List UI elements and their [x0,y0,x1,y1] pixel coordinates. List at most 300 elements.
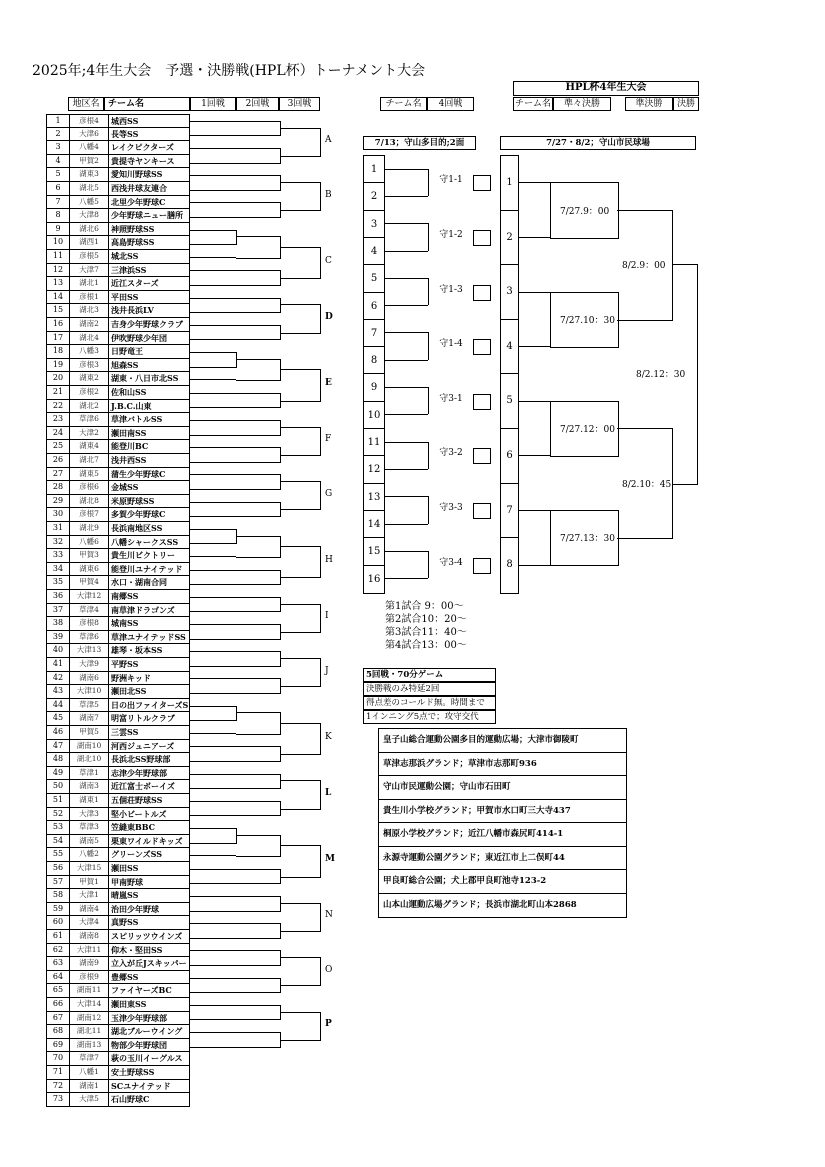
team-name: 南郷SS [111,591,139,601]
team-name: 近江富士ボーイズ [111,781,175,792]
team-district: 湖南2 [70,318,109,331]
team-row [46,440,190,454]
team-name: 瀬田東SS [111,999,147,1009]
team-district: 彦根4 [70,115,109,127]
group-label: D [325,312,333,322]
team-number: 19 [47,359,70,372]
bracket-line [383,251,428,252]
game-time-2: 第2試合10：20〜 [385,614,467,625]
bracket-line [190,678,281,694]
group-label: G [325,488,333,499]
header-final: 決勝 [673,97,699,111]
team-district: 湖北9 [70,522,109,535]
round4-slot: 10 [363,401,385,430]
team-row [46,658,190,672]
round4-match: 守1-4 [431,338,471,354]
team-row [46,1066,190,1080]
team-row [46,848,190,862]
bracket-line [617,428,673,539]
bracket-line [190,950,281,966]
team-name: 瀬田南SS [111,427,147,438]
venue-1: 皇子山総合運動公園多目的運動広場；大津市御陵町 [379,729,626,753]
team-district: 湖北8 [70,495,109,508]
team-number: 47 [47,740,70,753]
team-district: 湖南11 [70,984,109,997]
bracket-line [428,278,429,305]
team-number: 71 [47,1066,70,1079]
team-row [46,291,190,305]
rule-3: 得点差のコールド無。時間まで [363,696,496,710]
team-row [46,971,190,985]
team-number: 69 [47,1039,70,1052]
team-row [46,740,190,754]
team-row [46,1093,190,1107]
team-row [46,998,190,1012]
bracket-line [190,121,281,137]
group-label: E [325,378,332,389]
bracket-line [190,896,281,912]
round4-slot: 6 [363,292,385,321]
team-row [46,672,190,686]
bracket-line [517,455,550,456]
team-number: 13 [47,277,70,290]
bracket-line [280,903,321,932]
bracket-line [190,202,281,218]
team-name: 真野SS [111,917,139,928]
team-row [46,454,190,468]
team-name: 日の出ファイターズS [111,699,189,710]
bracket-line [550,401,619,458]
quarterfinal-slot: 2 [500,210,519,267]
header-quarterfinal: 準々決勝 [553,97,611,111]
bracket-line [190,1005,281,1021]
team-row [46,930,190,944]
team-row [46,536,190,550]
venue-2: 草津志那浜グランド；草津市志那町936 [379,753,626,777]
team-name: 草津バトルSS [111,414,163,425]
team-district: 八幡2 [70,848,109,861]
team-district: 彦根5 [70,250,109,263]
team-name: 能登川BC [111,441,149,452]
team-name: 水口・湖南合同 [111,577,167,588]
team-district: 湖南7 [70,712,109,725]
team-number: 34 [47,563,70,576]
bracket-line [190,529,237,545]
team-number: 61 [47,930,70,943]
team-name: 西浅井球友連合 [111,183,167,193]
team-district: 大津9 [70,658,109,671]
team-number: 9 [47,223,70,236]
round4-slot: 5 [363,264,385,293]
team-name: 瀬田SS [111,863,139,873]
team-district: 彦根6 [70,481,109,494]
page-title: 2025年;4年生大会 予選・決勝戦(HPL杯）トーナメント大会 [32,63,426,79]
team-name: 河西ジュニアーズ [111,740,175,751]
team-district: 湖東4 [70,440,109,453]
rules-box [363,668,496,725]
team-row [46,889,190,903]
bracket-line [383,305,428,306]
team-name: 近江スターズ [111,278,159,289]
team-district: 草津4 [70,604,109,617]
bracket-line [280,128,321,157]
bracket-line [383,169,428,170]
team-district: 草津6 [70,631,109,644]
team-row [46,726,190,740]
bracket-line [190,801,281,817]
team-district: 大津4 [70,916,109,929]
team-row [46,522,190,536]
team-number: 49 [47,767,70,780]
team-name: 浅井西SS [111,455,147,465]
team-number: 40 [47,644,70,657]
team-row [46,223,190,237]
round4-slot: 8 [363,346,385,375]
finals-header: 7/27・8/2；守山市民球場 [500,136,696,150]
team-number: 72 [47,1080,70,1093]
quarterfinal-slot: 5 [500,373,519,430]
team-name: 南草津ドラゴンズ [111,604,175,615]
team-number: 12 [47,264,70,277]
bracket-line [280,427,321,456]
bracket-line [517,401,550,402]
team-row [46,468,190,482]
round4-match: 守3-3 [431,502,471,518]
team-number: 8 [47,209,70,222]
team-name: 貴生川ビクトリー [111,550,175,561]
bracket-line [190,325,281,341]
team-district: 甲賀5 [70,726,109,739]
team-number: 62 [47,944,70,957]
team-name: 晴嵐SS [111,890,139,901]
venue-8: 山本山運動広場グランド；長浜市湖北町山本2868 [383,899,577,910]
header-round3: 3回戦 [279,97,320,111]
bracket-line [517,182,550,183]
team-row [46,631,190,645]
team-row [46,753,190,767]
team-number: 29 [47,495,70,508]
team-name: 安土野球SS [111,1067,155,1077]
round4-slot: 15 [363,537,385,566]
team-name: 五個荘野球SS [111,795,163,805]
bracket-line [190,393,281,409]
team-name: 能登川ユナイテッド [111,563,183,574]
team-district: 草津1 [70,767,109,780]
bracket-line [383,196,428,197]
round4-match: 守3-4 [431,557,471,573]
round4-slot: 2 [363,182,385,211]
bracket-line [383,414,428,415]
round4-match: 守1-1 [431,174,471,190]
team-district: 八幡5 [70,196,109,209]
group-label: B [325,189,332,200]
team-number: 43 [47,685,70,698]
team-number: 73 [47,1093,70,1106]
team-number: 31 [47,522,70,535]
bracket-line [428,387,429,414]
team-name: 堅小ビートルズ [111,808,167,819]
bracket-line [383,551,428,552]
team-number: 54 [47,835,70,848]
rule-4: 1インニング5点で；攻守交代 [363,710,496,724]
round4-slot: 12 [363,455,385,484]
team-name: 三津浜SS [111,264,147,275]
team-number: 1 [47,115,70,127]
team-district: 八幡6 [70,536,109,549]
team-district: 湖東5 [70,468,109,481]
team-row [46,699,190,713]
header-round2: 2回戦 [236,97,279,111]
game-time-1: 第1試合 9：00〜 [385,601,464,612]
team-number: 46 [47,726,70,739]
venue-5: 桐原小学校グランド；近江八幡市森尻町414-1 [379,823,626,847]
team-district: 大津5 [70,1093,109,1106]
bracket-line [550,292,619,349]
bracket-line [190,733,236,734]
team-number: 63 [47,957,70,970]
team-number: 70 [47,1052,70,1065]
team-number: 10 [47,236,70,249]
team-district: 彦根2 [70,386,109,399]
team-district: 湖北1 [70,277,109,290]
team-number: 60 [47,916,70,929]
team-number: 51 [47,794,70,807]
team-district: 大津7 [70,264,109,277]
team-row [46,576,190,590]
group-label: L [325,788,332,798]
team-name: 城北SS [111,251,139,261]
round4-header: 7/13；守山多目的;2面 [363,136,476,150]
team-row [46,236,190,250]
team-row [46,604,190,618]
round4-winner-box [473,558,491,574]
team-row [46,984,190,998]
header-district: 地区名 [68,97,104,111]
team-district: 草津5 [70,699,109,712]
header-round4: 4回戦 [427,97,474,111]
bracket-line [190,420,281,436]
team-number: 4 [47,155,70,168]
team-name: 伊吹野球少年団 [111,332,167,343]
group-label: J [325,665,329,676]
quarterfinal-slot: 8 [500,537,519,594]
team-name: 蒲生少年野球C [111,468,166,479]
bracket-line [672,264,698,484]
team-row [46,712,190,726]
team-name: 浅井長浜LV [111,305,154,316]
header-team: チーム名 [104,97,190,111]
bracket-line [517,292,550,293]
bracket-line [190,502,281,518]
team-number: 41 [47,658,70,671]
bracket-line [428,496,429,523]
round4-slot: 13 [363,483,385,512]
venue-list [378,728,627,918]
team-district: 大津14 [70,998,109,1011]
group-label: F [325,434,332,445]
team-row [46,359,190,373]
team-number: 5 [47,168,70,181]
team-name: 志津少年野球部 [111,767,167,778]
team-district: 湖南1 [70,1080,109,1093]
team-number: 21 [47,386,70,399]
team-number: 30 [47,508,70,521]
venue-6: 永源寺運動公園グランド；東近江市上二俣町44 [379,847,626,871]
team-number: 18 [47,345,70,358]
team-number: 55 [47,848,70,861]
team-district: 湖南12 [70,1012,109,1025]
team-name: 萩の玉川イーグルス [111,1053,183,1064]
bracket-line [190,869,281,885]
team-name: 米原野球SS [111,495,155,506]
team-number: 6 [47,182,70,195]
team-number: 17 [47,332,70,345]
team-district: 八幡3 [70,345,109,358]
team-name: 城南SS [111,618,139,629]
round4-slot: 7 [363,319,385,348]
team-number: 24 [47,427,70,440]
team-row [46,1039,190,1053]
team-district: 湖西1 [70,236,109,249]
group-label: M [325,854,335,865]
team-district: 湖東3 [70,168,109,181]
team-district: 湖南10 [70,740,109,753]
team-row [46,427,190,441]
team-number: 2 [47,128,70,141]
team-row [46,386,190,400]
team-district: 湖北3 [70,304,109,317]
bracket-line [190,379,236,380]
bracket-line [190,270,281,286]
team-district: 湖北7 [70,454,109,467]
bracket-line [190,651,281,667]
bracket-line [383,578,428,579]
bracket-line [428,223,429,250]
team-name: 高島野球SS [111,237,155,248]
group-label: P [325,1019,332,1030]
final-time: 8/2.12：30 [636,370,686,381]
bracket-line [383,442,428,443]
bracket-line [383,496,428,497]
team-number: 67 [47,1012,70,1025]
team-district: 湖北6 [70,223,109,236]
team-name: 明富リトルクラブ [111,713,175,724]
team-number: 3 [47,141,70,154]
bracket-line [383,387,428,388]
quarterfinal-slot: 3 [500,264,519,321]
team-district: 大津2 [70,427,109,440]
team-district: 湖南3 [70,780,109,793]
team-district: 甲賀2 [70,155,109,168]
team-number: 45 [47,712,70,725]
team-name: 雄琴・坂本SS [111,645,163,656]
team-number: 65 [47,984,70,997]
semifinal-time: 8/2.10：45 [622,479,672,490]
team-district: 彦根8 [70,617,109,630]
bracket-line [190,447,281,463]
team-name: 甲南野球 [111,876,143,887]
bracket-line [190,352,237,368]
team-name: 石山野球C [111,1094,150,1105]
bracket-line [428,551,429,578]
bracket-line [190,706,237,722]
quarterfinal-slot: 4 [500,319,519,376]
team-row [46,264,190,278]
team-row [46,644,190,658]
team-row [46,413,190,427]
bracket-line [428,442,429,469]
team-district: 彦根1 [70,291,109,304]
team-row [46,114,190,128]
bracket-line [383,360,428,361]
team-district: 彦根7 [70,508,109,521]
team-district: 大津13 [70,644,109,657]
team-row [46,304,190,318]
bracket-line [190,148,281,164]
header-round1: 1回戦 [190,97,236,111]
bracket-line [383,524,428,525]
bracket-line [236,359,281,381]
team-number: 53 [47,821,70,834]
team-name: グリーンズSS [111,849,162,860]
bracket-line [190,474,281,490]
team-name: 栗東ワイルドキッズ [111,835,183,846]
team-name: SCユナイテッド [111,1080,171,1091]
team-name: 平田SS [111,291,139,302]
team-district: 彦根3 [70,359,109,372]
bracket-line [280,304,321,333]
bracket-line [190,298,281,314]
round4-slot: 14 [363,510,385,539]
bracket-line [428,169,429,196]
team-number: 23 [47,413,70,426]
game-time-4: 第4試合13：00〜 [385,640,467,651]
team-number: 56 [47,862,70,875]
rule-2: 決勝戦のみ特延2回 [363,682,496,696]
bracket-line [236,536,281,558]
team-number: 35 [47,576,70,589]
bracket-line [280,957,321,986]
team-row [46,1012,190,1026]
team-district: 大津1 [70,889,109,902]
bracket-line [190,556,236,557]
team-row [46,808,190,822]
bracket-line [190,923,281,939]
team-number: 26 [47,454,70,467]
team-district: 湖南5 [70,835,109,848]
team-row [46,168,190,182]
team-row [46,957,190,971]
team-district: 草津7 [70,1052,109,1065]
team-name: 多賀少年野球C [111,509,166,520]
bracket-line [190,774,281,790]
bracket-line [517,237,550,238]
team-number: 44 [47,699,70,712]
team-district: 湖北4 [70,332,109,345]
team-number: 27 [47,468,70,481]
team-number: 38 [47,617,70,630]
team-number: 25 [47,440,70,453]
team-district: 八幡1 [70,1066,109,1079]
team-name: 城西SS [111,116,139,126]
team-district: 湖北10 [70,753,109,766]
team-row [46,685,190,699]
bracket-line [280,369,321,402]
group-label: H [325,555,333,566]
team-row [46,128,190,142]
team-row [46,916,190,930]
bracket-line [517,346,550,347]
